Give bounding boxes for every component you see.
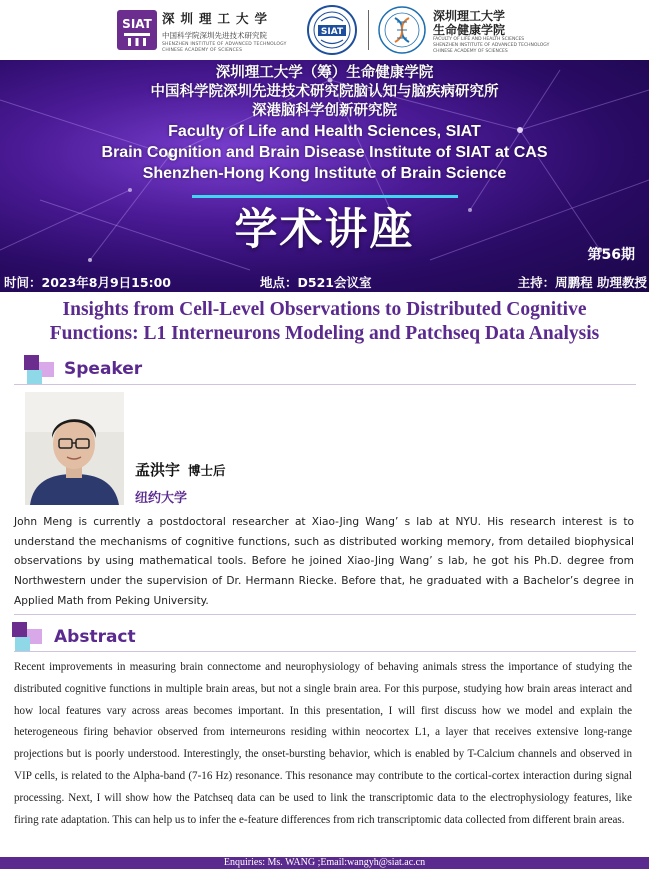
speaker-photo bbox=[25, 392, 124, 505]
sziit-name-cn: 深圳理工大学 bbox=[162, 11, 274, 26]
banner-line-cn-2: 中国科学院深圳先进技术研究院脑认知与脑疾病研究所 bbox=[150, 84, 499, 100]
siat-seal-text: SIAT bbox=[320, 27, 344, 37]
lhs-name-block bbox=[433, 9, 549, 55]
lecture-title: 学术讲座 bbox=[234, 205, 415, 255]
banner-line-en-3: Shenzhen-Hong Kong Institute of Brain Science bbox=[142, 165, 507, 182]
issue-number: 第56期 bbox=[587, 247, 635, 263]
lhs-en2: SHENZHEN INSTITUTE OF ADVANCED TECHNOLOGY bbox=[433, 43, 550, 48]
abstract-text: Recent improvements in measuring brain connectome and neurophysiology of behaving animals stress the importance of studying the distributed cognitive functions in multiple brain areas, but not a single brain area. For this purpose, studying how brain areas interact and how local features vary across areas becomes important. In this presentation, I will first discuss how we model and explain the heterogeneous firing behavior observed from interneurons residing within neocortex L1, a layer that receives extensive long-range projections but is poorly understood. Interestingly, the onset-bursting behavior, which is enabled by T-Calcium channels and observed in VIP cells, is related to the Alpha-band (7-16 Hz) resonance. This resonance may contribute to the cortical-cortex interaction during signal processing. Next, I will show how the Patchseq data can be used to link the transcriptomic data to the electrophysiology features, like firing rate adaptation. This can help us to infer the e-feature differences from rich transcriptomic data collected from different brain areas. bbox=[14, 661, 632, 826]
sziit-sub-en1: SHENZHEN INSTITUTE OF ADVANCED TECHNOLOGY bbox=[162, 42, 287, 47]
banner-line-en-1: Faculty of Life and Health Sciences, SIAT bbox=[168, 123, 481, 140]
sziit-sub-en2: CHINESE ACADEMY OF SCIENCES bbox=[162, 48, 243, 53]
lhs-en3: CHINESE ACADEMY OF SCIENCES bbox=[433, 49, 508, 54]
banner bbox=[0, 60, 649, 292]
talk-title bbox=[0, 298, 649, 346]
lhs-name-line1: 深圳理工大学 bbox=[433, 9, 506, 23]
bio-divider bbox=[14, 614, 636, 615]
speaker-divider bbox=[14, 384, 636, 385]
event-place: 地点：D521会议室 bbox=[260, 275, 372, 290]
banner-line-cn-3: 深港脑科学创新研究院 bbox=[252, 103, 397, 119]
speaker-title: 博士后 bbox=[188, 463, 226, 478]
footer-enquiries: Enquiries: Ms. WANG ;Email:wangyh@siat.ac.cn bbox=[0, 857, 649, 869]
speaker-heading: Speaker bbox=[64, 359, 143, 379]
logo-bar bbox=[0, 0, 649, 60]
speaker-bio: John Meng is currently a postdoctoral researcher at Xiao-Jing Wang’ s lab at NYU. His research interest is to understand the mechanisms of cognitive functions, such as distributed working memory, from detailed biophysical observations by using mathematical tools. Before he joined Xiao-Jing Wang’ s lab, he got his Ph.D. degree from Northwestern under the supervision of Dr. Hermann Riecke. Before that, he graduated with a Bachelor’s degree in Applied Math from Peking University. bbox=[14, 516, 634, 607]
speaker-name: 孟洪宇 bbox=[135, 461, 181, 479]
event-host: 主持：周鹏程 助理教授 bbox=[517, 275, 647, 290]
lhs-name-line2: 生命健康学院 bbox=[433, 23, 506, 37]
lhs-seal-icon bbox=[378, 6, 426, 54]
banner-line-cn-1: 深圳理工大学（筹）生命健康学院 bbox=[215, 65, 434, 81]
sziit-name-block bbox=[162, 9, 287, 53]
talk-title-line-1: Insights from Cell-Level Observations to Distributed Cognitive bbox=[62, 299, 587, 320]
speaker-affiliation: 纽约大学 bbox=[135, 491, 188, 506]
banner-line-en-2: Brain Cognition and Brain Disease Institute of SIAT at CAS bbox=[101, 144, 548, 161]
logo-divider bbox=[368, 10, 369, 50]
event-time: 时间：2023年8月9日15:00 bbox=[4, 275, 171, 290]
abstract-divider bbox=[14, 651, 636, 652]
sziit-logo-icon bbox=[117, 10, 157, 50]
siat-seal-icon bbox=[307, 5, 357, 55]
speaker-portrait-graphic bbox=[25, 392, 124, 505]
info-bar bbox=[0, 270, 649, 292]
banner-institutes bbox=[0, 64, 649, 184]
abstract-heading: Abstract bbox=[54, 627, 136, 647]
lhs-en1: FACULTY OF LIFE AND HEALTH SCIENCES bbox=[433, 37, 525, 42]
talk-title-line-2: Functions: L1 Interneurons Modeling and Patchseq Data Analysis bbox=[49, 323, 600, 344]
abstract-section-icon bbox=[12, 622, 44, 652]
sziit-logo-text: SIAT bbox=[122, 17, 152, 31]
sziit-sub-cn: 中国科学院深圳先进技术研究院 bbox=[162, 31, 267, 40]
speaker-name-block bbox=[135, 459, 226, 480]
speaker-section-icon bbox=[24, 355, 56, 385]
